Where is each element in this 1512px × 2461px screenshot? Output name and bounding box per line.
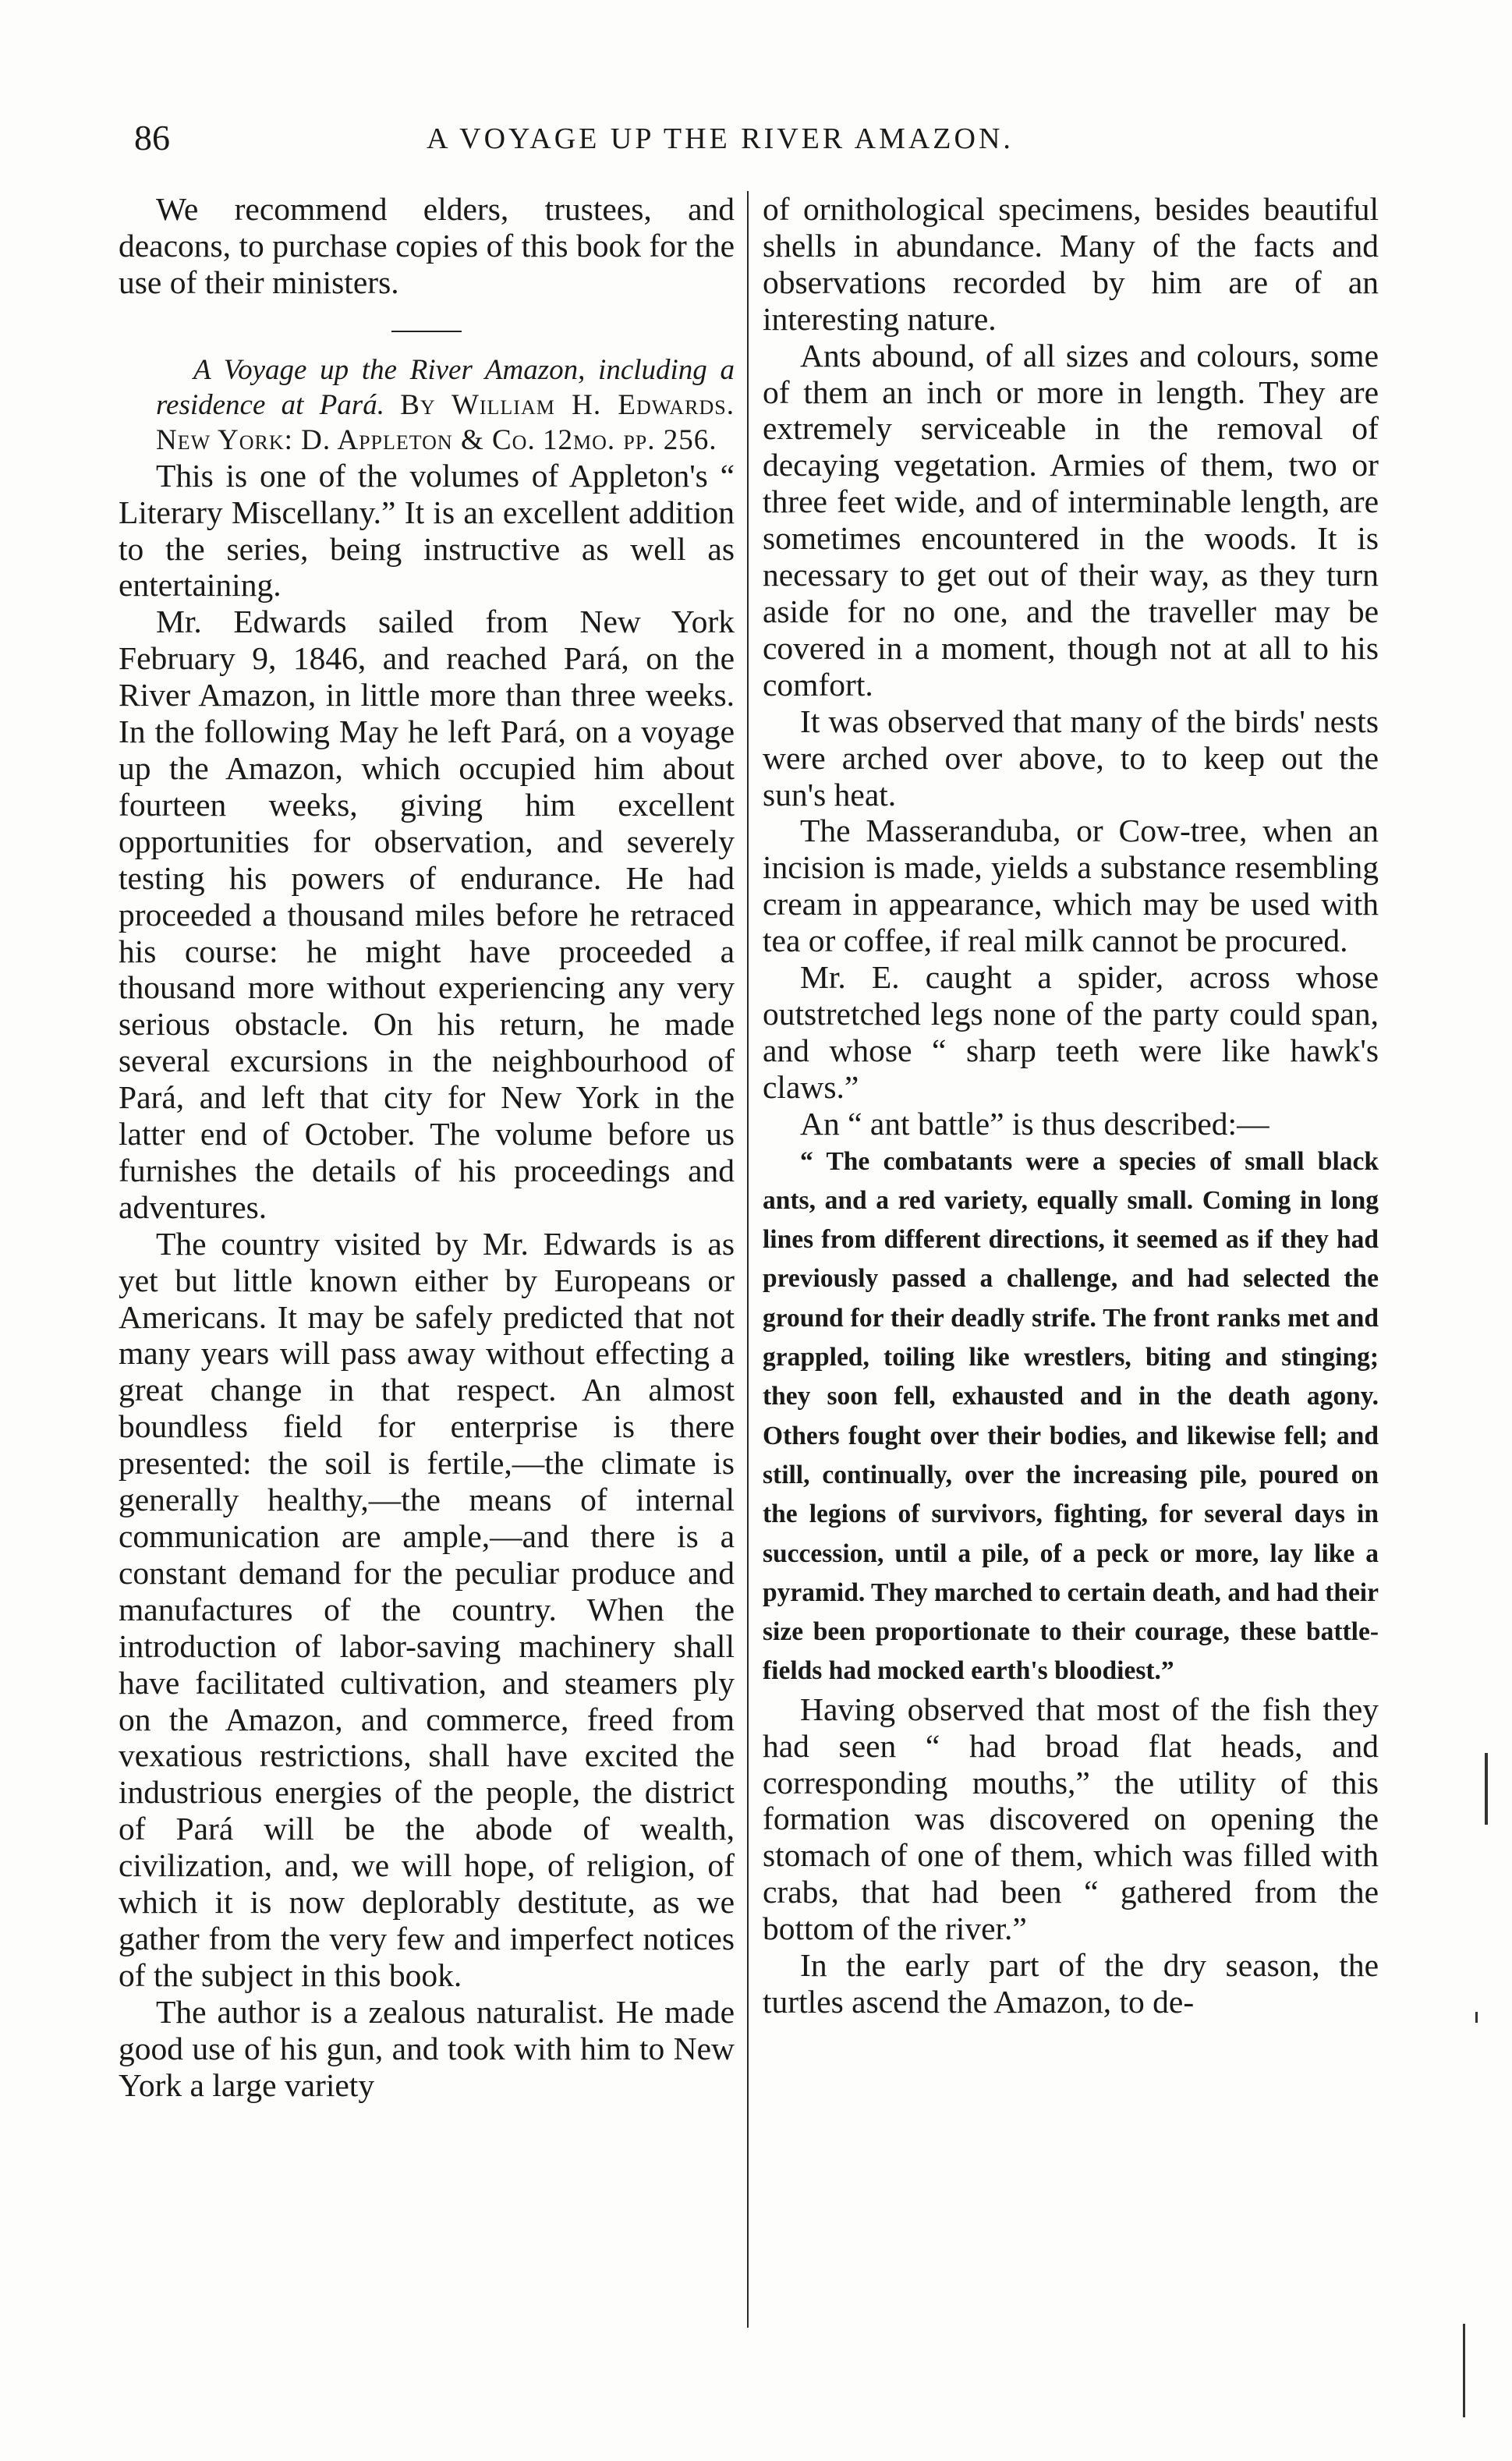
section-divider <box>391 331 462 332</box>
book-format: 12mo. pp. 256. <box>542 423 717 456</box>
quote-text: “ The combatants were a species of small black ants, and a red variety, equally small. Coming in long lines from different directions, it seemed as if they had previously passed a challenge, and had selected the ground for their deadly strife. The front ranks met and grappled, toiling like wrestlers, biting and stinging; they soon fell, exhausted and in the death agony. Others fought over their bodies, and likewise fell; and still, continually, over the increasing pile, poured on the legions of survivors, fighting, for several days in succession, until a pile, of a peck or more, lay like a pyramid. They marched to certain death, and had their size been proportionate to their courage, these battle-fields had mocked earth's bloodiest.” <box>763 1146 1379 1686</box>
review-paragraph: of ornithological specimens, besides beautiful shells in abundance. Many of the facts and observations recorded by him are of an interesting nature. <box>763 191 1379 337</box>
ant-battle-quote <box>763 1142 1379 1691</box>
book-title: A Voyage up the River Amazon, including a residence at Pará. <box>156 353 735 421</box>
page-number: 86 <box>134 118 170 158</box>
review-paragraph: The author is a zealous naturalist. He made good use of his gun, and took with him to New York a large variety <box>119 1993 735 2103</box>
recommendation-paragraph: We recommend elders, trustees, and deacons, to purchase copies of this book for the use of their ministers. <box>119 191 735 300</box>
margin-mark <box>1485 1753 1488 1825</box>
review-paragraph: This is one of the volumes of Appleton's “ Literary Miscellany.” It is an excellent addition to the series, being instructive as well as entertaining. <box>119 457 735 604</box>
running-title: A VOYAGE UP THE RIVER AMAZON. <box>427 122 1014 155</box>
review-paragraph: The Masseranduba, or Cow-tree, when an incision is made, yields a substance resembling cream in appearance, which may be used with tea or coffee, if real milk cannot be procured. <box>763 813 1379 959</box>
left-column <box>119 191 735 2104</box>
margin-mark <box>1475 2012 1478 2023</box>
book-notice <box>119 352 735 458</box>
review-paragraph: Mr. E. caught a spider, across whose outstretched legs none of the party could span, and whose “ sharp teeth were like hawk's claws.” <box>763 959 1379 1105</box>
right-column <box>763 191 1379 2020</box>
review-paragraph: In the early part of the dry season, the turtles ascend the Amazon, to de- <box>763 1947 1379 2020</box>
review-paragraph: An “ ant battle” is thus described:— <box>800 1105 1269 1142</box>
review-paragraph: Mr. Edwards sailed from New York February 9, 1846, and reached Pará, on the River Amazon, in little more than three weeks. In the following May he left Pará, on a voyage up the Amazon, which occupied him about fourteen weeks, giving him excellent opportunities for observation, and severely testing his powers of endurance. He had proceeded a thousand miles before he retraced his course: he might have proceeded a thousand more without experiencing any very serious obstacle. On his return, he made several excursions in the neighbourhood of Pará, and left that city for New York in the latter end of October. The volume before us furnishes the details of his proceedings and adventures. <box>119 604 735 1225</box>
book-author: William H. Edwards. <box>451 388 735 421</box>
review-paragraph: It was observed that many of the birds' nests were arched over above, to to keep out the sun's heat. <box>763 703 1379 813</box>
review-paragraph: Ants abound, of all sizes and colours, some of them an inch or more in length. They are extremely serviceable in the removal of decaying vegetation. Armies of them, two or three feet wide, and of interminable length, are sometimes encountered in the woods. It is necessary to get out of their way, as they turn aside for no one, and the traveller may be covered in a moment, though not at all to his comfort. <box>763 337 1379 703</box>
review-paragraph: The country visited by Mr. Edwards is as yet but little known either by Europeans or Americans. It may be safely predicted that not many years will pass away without effecting a great change in that respect. An almost boundless field for enterprise is there presented: the soil is fertile,—the climate is generally healthy,—the means of internal communication are ample,—and there is a constant demand for the peculiar produce and manufactures of the country. When the introduction of labor-saving machinery shall have facilitated cultivation, and steamers ply on the Amazon, and commerce, freed from vexatious restrictions, shall have excited the industrious energies of the people, the district of Pará will be the abode of wealth, civilization, and, we will hope, of religion, of which it is now deplorably destitute, as we gather from the very few and imperfect notices of the subject in this book. <box>119 1225 735 1993</box>
column-divider <box>747 191 749 2328</box>
book-author-prefix: By <box>400 388 436 421</box>
book-publisher: New York: D. Appleton & Co. <box>156 423 536 456</box>
margin-mark <box>1463 2324 1465 2417</box>
review-paragraph: Having observed that most of the fish they had seen “ had broad flat heads, and corresponding mouths,” the utility of this formation was discovered on opening the stomach of one of them, which was filled with crabs, that had been “ gathered from the bottom of the river.” <box>763 1691 1379 1947</box>
running-head <box>119 117 1374 172</box>
